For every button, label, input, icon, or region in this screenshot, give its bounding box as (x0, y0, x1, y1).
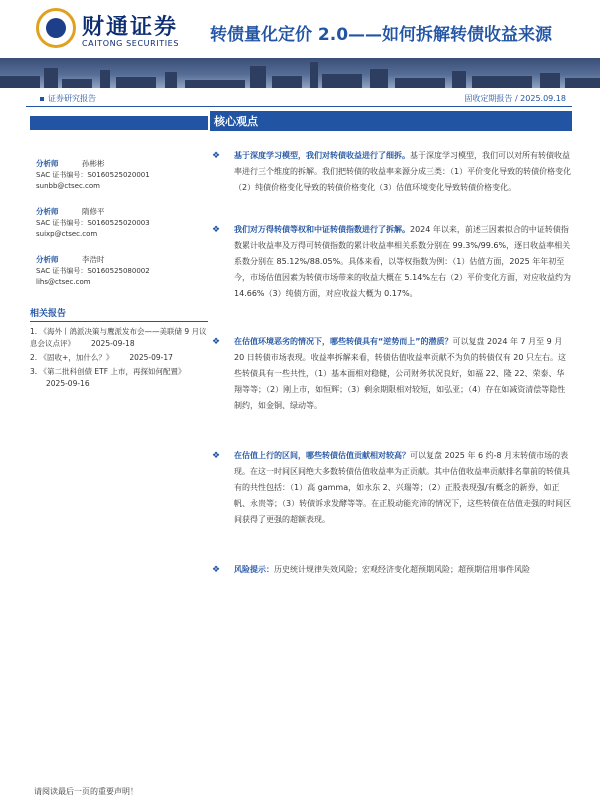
analyst-email[interactable]: suixp@ctsec.com (36, 230, 98, 238)
core-point (212, 148, 572, 196)
core-point-body: 历史统计规律失效风险；宏观经济变化超预期风险；超预期信用事件风险 (274, 565, 530, 574)
related-report-date: 2025-09-16 (46, 379, 90, 388)
analyst-name: 李浩时 (82, 255, 105, 264)
core-point-body: 可以复盘 2025 年 6 约-8 月末转债市场的表现。在这一时间区间绝大多数转债估值收益率为正贡献。其中估值收益率贡献排名靠前的转债具有的共性包括：（1）高 gamma，如永东 2、兴瑞等；（2）正股表现强/有概念的新券，如正帆、永贵等；（3）转债诉求发酵等等。在正股动能充沛的情况下，这些转债在估值走强的时间区间获得了更强的超额表现。 (234, 451, 572, 524)
analyst-name: 孙彬彬 (82, 159, 105, 168)
diamond-bullet-icon: ❖ (212, 451, 221, 461)
related-reports (30, 306, 208, 392)
related-reports-heading: 相关报告 (30, 309, 67, 319)
core-views-heading: 核心观点 (214, 115, 258, 128)
core-point-lead: 我们对万得转债等权和中证转债指数进行了拆解。 (234, 225, 410, 234)
related-report-date: 2025-09-18 (91, 339, 135, 348)
core-point-body: 基于深度学习模型，我们可以对所有转债收益率进行三个维度的拆解。我们把转债的收益率来源分成三类：（1）平价变化导致的转债价格变化（2）纯债价格变化导致的转债价格变化（3）估值环境变化导致转债价格变化。 (234, 151, 572, 192)
related-reports-divider (30, 321, 208, 322)
diamond-bullet-icon: ❖ (212, 151, 221, 161)
analyst-role: 分析师 (36, 207, 59, 216)
analyst-name: 隋修平 (82, 207, 105, 216)
analyst-email[interactable]: sunbb@ctsec.com (36, 182, 100, 190)
analyst-entry (30, 158, 208, 206)
core-point-body: 2024 年以来，前述三因素拟合的中证转债指数累计收益率及万得可转债指数的累计收益率相关系数分别在 99.3%/99.6%，逐日收益率相关系数分别在 85.12%/88.05%。具体来看，以等权指数为例：（1）估值方面，2025 年年初至今，市场估值因素为转债市场带来的收益大概在 5.14%左右（2）平价变化方面，对应收益约为 14.66%（3）纯债方面，对应收益大概为 0.17%。 (234, 225, 572, 298)
analyst-panel (30, 116, 208, 302)
related-report-item[interactable] (30, 352, 208, 364)
analyst-email[interactable]: lihs@ctsec.com (36, 278, 91, 286)
report-category (40, 93, 96, 104)
analyst-entry (30, 206, 208, 254)
diamond-bullet-icon: ❖ (212, 225, 221, 235)
logo-emblem-icon (36, 8, 76, 48)
analyst-entry (30, 254, 208, 302)
disclaimer-note: 请阅读最后一页的重要声明！ (34, 787, 138, 796)
report-type-date: 固收定期报告 / 2025.09.18 (464, 94, 566, 103)
diamond-bullet-icon: ❖ (212, 565, 221, 575)
core-point-lead: 在估值环境恶劣的情况下，哪些转债具有“逆势而上”的潜质？ (234, 337, 453, 346)
analyst-panel-header (30, 116, 208, 130)
analyst-role: 分析师 (36, 255, 59, 264)
logo-cn-text: 财通证券 (82, 15, 179, 40)
core-point-lead: 在估值上行的区间，哪些转债估值贡献相对较高？ (234, 451, 410, 460)
company-logo (36, 8, 196, 48)
analyst-sac: SAC 证书编号：S0160525020001 (36, 171, 150, 179)
report-title: 转债量化定价 2.0——如何拆解转债收益来源 (210, 25, 553, 45)
core-point-lead: 风险提示： (234, 565, 274, 574)
analyst-sac: SAC 证书编号：S0160525080002 (36, 267, 150, 275)
core-point (212, 448, 572, 528)
related-report-title[interactable]: 1. 《海外丨鸽派决策与鹰派发布会——美联储 9 月议息会议点评》 (30, 327, 207, 348)
core-point (212, 562, 530, 578)
logo-en-text: CAITONG SECURITIES (82, 39, 179, 48)
report-category-label: 证券研究报告 (48, 94, 96, 103)
related-report-title[interactable]: 2. 《固收+，加什么？》 (30, 353, 114, 362)
core-point (212, 334, 572, 414)
analyst-sac: SAC 证书编号：S0160525020003 (36, 219, 150, 227)
header-divider (26, 106, 572, 107)
cityscape-banner (0, 58, 600, 88)
related-report-title[interactable]: 3. 《第二批科创债 ETF 上市，再探如何配置》 (30, 367, 186, 376)
analyst-role: 分析师 (36, 159, 59, 168)
related-report-item[interactable] (30, 326, 208, 350)
core-point-body: 可以复盘 2024 年 7 月至 9 月 20 日转债市场表现。收益率拆解来看，转债估值收益率贡献不为负的转债仅有 20 只左右。这些转债具有一些共性，（1）基本面相对稳健，公司财务状况良好，如福 22、隆 22、荣泰、华翔等等；（2）刚上市，如恒辉；（3）剩余期限相对较短，如弘亚；（4）存在如减资清偿等隐性制约，如金铜、绿动等。 (234, 337, 566, 410)
core-point-lead: 基于深度学习模型，我们对转债收益进行了细拆。 (234, 151, 410, 160)
related-report-item[interactable] (30, 366, 208, 390)
core-views-header (210, 111, 572, 131)
core-point (212, 222, 572, 302)
related-report-date: 2025-09-17 (129, 353, 173, 362)
diamond-bullet-icon: ❖ (212, 337, 221, 347)
